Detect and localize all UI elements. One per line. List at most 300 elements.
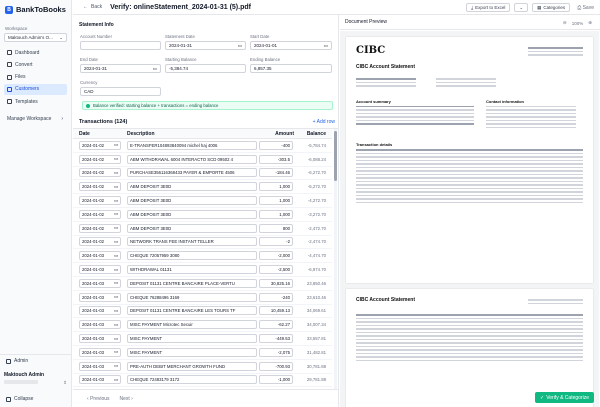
description-cell bbox=[123, 237, 259, 246]
arrow-left-icon: ← bbox=[83, 4, 88, 10]
document-preview[interactable] bbox=[340, 31, 599, 407]
sidebar-item-label: Convert bbox=[15, 61, 33, 68]
date-value: 2024-01-02 bbox=[82, 198, 104, 204]
amount-cell bbox=[259, 293, 294, 302]
description-value: WITHDRAWAL 01131 bbox=[130, 267, 172, 273]
date-value: 2024-01-03 bbox=[82, 377, 104, 383]
amount-cell bbox=[259, 320, 294, 329]
zoom-out-icon[interactable]: ⊖ bbox=[562, 20, 567, 25]
amount-cell bbox=[259, 168, 294, 177]
balance-cell: 30,781.88 bbox=[306, 363, 326, 369]
date-input[interactable] bbox=[79, 196, 121, 205]
amount-input[interactable] bbox=[259, 348, 293, 357]
sidebar-item-templates[interactable] bbox=[4, 96, 67, 107]
amount-cell bbox=[259, 362, 294, 371]
amount-value: -2,075 bbox=[277, 349, 290, 355]
amount-value: 1,000 bbox=[279, 184, 290, 190]
column-header-balance[interactable]: Balance bbox=[306, 130, 326, 137]
description-input[interactable] bbox=[127, 348, 257, 357]
date-input[interactable] bbox=[79, 293, 121, 302]
end-date-label: End Date bbox=[80, 57, 98, 62]
description-cell bbox=[123, 210, 259, 219]
manage-workspace[interactable] bbox=[7, 116, 63, 122]
balance-cell: 23,850.46 bbox=[306, 280, 326, 286]
panel-divider[interactable] bbox=[338, 15, 339, 407]
date-cell bbox=[73, 237, 123, 246]
description-input[interactable] bbox=[127, 237, 257, 246]
balance-cell: -5,272.70 bbox=[307, 184, 326, 190]
templates-icon bbox=[7, 99, 12, 104]
ending-balance-label: Ending Balance bbox=[250, 57, 281, 62]
check-icon: ✓ bbox=[539, 394, 545, 401]
amount-input[interactable] bbox=[259, 320, 293, 329]
transaction-lines bbox=[356, 149, 583, 203]
account-summary-heading: Account summary bbox=[356, 98, 391, 104]
table-row bbox=[73, 167, 332, 181]
statement-date-label: Statement Date bbox=[165, 34, 195, 39]
amount-input[interactable] bbox=[259, 237, 293, 246]
table-row bbox=[73, 180, 332, 194]
description-input[interactable] bbox=[127, 196, 257, 205]
date-cell bbox=[73, 196, 123, 205]
amount-value: 10,459.13 bbox=[270, 308, 290, 314]
date-cell bbox=[73, 182, 123, 191]
calendar-icon: ▭ bbox=[113, 266, 118, 272]
description-value: ABM DEPOSIT 3E0D bbox=[130, 184, 172, 190]
amount-value: -303.5 bbox=[277, 156, 290, 162]
date-input[interactable] bbox=[79, 210, 121, 219]
balance-cell: -6,974.70 bbox=[307, 267, 326, 273]
date-value: 2024-01-03 bbox=[82, 294, 104, 300]
description-input[interactable] bbox=[127, 306, 257, 315]
date-input[interactable] bbox=[79, 155, 121, 164]
amount-cell bbox=[259, 141, 294, 150]
amount-input[interactable] bbox=[259, 141, 293, 150]
sidebar-item-convert[interactable] bbox=[4, 59, 67, 70]
description-cell bbox=[123, 141, 259, 150]
page-content bbox=[346, 37, 593, 211]
statement-date-field bbox=[165, 34, 246, 50]
date-cell bbox=[73, 362, 123, 371]
calendar-icon: ▭ bbox=[237, 42, 242, 48]
date-value: 2024-01-03 bbox=[82, 349, 104, 355]
redacted-email bbox=[4, 380, 38, 384]
amount-value: -449.53 bbox=[275, 336, 290, 342]
end-date-field bbox=[80, 57, 161, 73]
divider bbox=[0, 354, 72, 355]
amount-input[interactable] bbox=[259, 182, 293, 191]
date-input[interactable] bbox=[79, 251, 121, 260]
logo-text: BankToBooks bbox=[16, 5, 66, 14]
amount-input[interactable] bbox=[259, 279, 293, 288]
description-input[interactable] bbox=[127, 362, 257, 371]
manage-workspace-label: Manage Workspace bbox=[7, 116, 52, 122]
save-button[interactable] bbox=[577, 5, 594, 11]
calendar-icon: ▭ bbox=[113, 335, 118, 341]
table-row bbox=[73, 139, 332, 153]
date-cell bbox=[73, 320, 123, 329]
description-cell bbox=[123, 265, 259, 274]
statement-date-value: 2024-01-31 bbox=[169, 43, 193, 48]
amount-value: 800 bbox=[282, 225, 290, 231]
verify-label: Verify & Categorize bbox=[546, 394, 589, 401]
workspace-value: Maktouch Admin's O... bbox=[8, 35, 53, 40]
amount-cell bbox=[259, 182, 294, 191]
table-row bbox=[73, 360, 332, 374]
description-value: DEPOSIT 01131 CENTRE BANCAIRE LES TOURS TF bbox=[130, 308, 236, 314]
description-input[interactable] bbox=[127, 141, 257, 150]
table-body bbox=[73, 139, 332, 387]
user-menu[interactable] bbox=[4, 372, 67, 386]
date-cell bbox=[73, 334, 123, 343]
document-tools bbox=[563, 20, 592, 26]
amount-input[interactable] bbox=[259, 251, 293, 260]
verified-text: Balance verified: starting balance + transactions = ending balance bbox=[93, 103, 219, 108]
column-header-amount[interactable]: Amount bbox=[275, 130, 294, 137]
logo-icon: B bbox=[5, 6, 13, 14]
chevron-down-icon: ⌄ bbox=[519, 4, 524, 10]
currency-field bbox=[80, 80, 161, 96]
balance-cell: -6,272.70 bbox=[307, 170, 326, 176]
export-options-button[interactable] bbox=[514, 3, 528, 12]
table-row bbox=[73, 208, 332, 222]
description-input[interactable] bbox=[127, 334, 257, 343]
calendar-icon: ▭ bbox=[113, 197, 118, 203]
date-input[interactable] bbox=[79, 182, 121, 191]
date-value: 2024-01-03 bbox=[82, 308, 104, 314]
amount-value: -2 bbox=[286, 239, 290, 245]
sidebar bbox=[0, 0, 72, 407]
balance-cell: 29,781.88 bbox=[306, 377, 326, 383]
amount-cell bbox=[259, 237, 294, 246]
calendar-icon: ▭ bbox=[113, 363, 118, 369]
description-input[interactable] bbox=[127, 155, 257, 164]
transaction-lines bbox=[356, 314, 583, 361]
description-cell bbox=[123, 251, 259, 260]
balance-cell: 31,482.81 bbox=[306, 349, 326, 355]
account-number-input[interactable] bbox=[80, 41, 161, 50]
date-cell bbox=[73, 224, 123, 233]
table-row bbox=[73, 222, 332, 236]
description-value: MISC PAYMENT Microtec Secuir bbox=[130, 322, 193, 328]
table-row bbox=[73, 194, 332, 208]
sidebar-item-admin[interactable] bbox=[6, 358, 28, 364]
description-input[interactable] bbox=[127, 210, 257, 219]
currency-input[interactable] bbox=[80, 87, 161, 96]
summary-block bbox=[356, 99, 583, 129]
categories-label: Categories bbox=[543, 5, 566, 10]
amount-cell bbox=[259, 251, 294, 260]
description-value: CHEQUE 72057959 3080 bbox=[130, 253, 180, 259]
admin-icon bbox=[6, 359, 11, 364]
next-button[interactable]: Next › bbox=[119, 395, 133, 402]
date-value: 2024-01-03 bbox=[82, 280, 104, 286]
bank-logo: CIBC bbox=[356, 45, 386, 56]
categories-button[interactable] bbox=[532, 3, 570, 12]
date-input[interactable] bbox=[79, 348, 121, 357]
save-icon: ⎙ bbox=[577, 4, 582, 11]
balance-cell: -6,088.24 bbox=[307, 156, 326, 162]
date-cell bbox=[73, 375, 123, 384]
amount-input[interactable] bbox=[259, 196, 293, 205]
table-row bbox=[73, 153, 332, 167]
next-label: Next bbox=[119, 395, 130, 402]
start-date-field bbox=[250, 34, 332, 50]
sidebar-item-label: Files bbox=[15, 74, 26, 81]
description-input[interactable] bbox=[127, 375, 257, 384]
description-value: MISC PAYMENT bbox=[130, 349, 163, 355]
page-heading: CIBC Account Statement bbox=[356, 297, 415, 303]
statement-date-input[interactable] bbox=[165, 41, 246, 50]
calendar-icon: ▭ bbox=[113, 211, 118, 217]
transaction-details-heading: Transaction details bbox=[356, 142, 393, 147]
document-preview-header bbox=[340, 15, 600, 30]
description-input[interactable] bbox=[127, 168, 257, 177]
amount-input[interactable] bbox=[259, 224, 293, 233]
date-value: 2024-01-02 bbox=[82, 142, 104, 148]
app-logo[interactable] bbox=[5, 5, 66, 14]
contact-info-heading: Contact information bbox=[486, 98, 524, 104]
add-row-button[interactable]: + Add row bbox=[312, 119, 335, 125]
amount-value: -240 bbox=[281, 294, 290, 300]
date-cell bbox=[73, 348, 123, 357]
balance-cell: -4,272.70 bbox=[307, 198, 326, 204]
amount-cell bbox=[259, 334, 294, 343]
workspace-label: Workspace bbox=[5, 26, 28, 31]
sidebar-item-files[interactable] bbox=[4, 72, 67, 83]
description-cell bbox=[123, 182, 259, 191]
dashboard-icon bbox=[7, 50, 12, 55]
back-button[interactable] bbox=[83, 4, 102, 10]
address-block bbox=[356, 76, 583, 87]
ending-balance-value: 6,857.35 bbox=[254, 66, 272, 71]
calendar-icon: ▭ bbox=[113, 294, 118, 300]
date-input[interactable] bbox=[79, 334, 121, 343]
user-org bbox=[4, 380, 67, 386]
description-cell bbox=[123, 279, 259, 288]
previous-button[interactable]: ‹ Previous bbox=[87, 395, 110, 402]
amount-input[interactable] bbox=[259, 375, 293, 384]
workspace-select[interactable] bbox=[4, 33, 67, 42]
amount-value: -700.93 bbox=[275, 363, 290, 369]
amount-input[interactable] bbox=[259, 362, 293, 371]
zoom-in-icon[interactable]: ⊕ bbox=[588, 20, 592, 25]
calendar-icon: ▭ bbox=[113, 280, 118, 286]
ending-balance-input[interactable] bbox=[250, 64, 332, 73]
description-value: E-TRANSFER104893840094 michel haj 4006 bbox=[130, 142, 218, 148]
date-value: 2024-01-03 bbox=[82, 322, 104, 328]
export-button[interactable] bbox=[466, 3, 510, 12]
description-cell bbox=[123, 362, 259, 371]
date-value: 2024-01-03 bbox=[82, 336, 104, 342]
date-value: 2024-01-02 bbox=[82, 156, 104, 162]
amount-value: -184.46 bbox=[275, 170, 290, 176]
amount-cell bbox=[259, 265, 294, 274]
previous-label: Previous bbox=[90, 395, 110, 402]
document-page-2 bbox=[346, 289, 593, 407]
amount-value: -2,000 bbox=[277, 253, 290, 259]
starting-balance-label: Starting Balance bbox=[165, 57, 197, 62]
description-input[interactable] bbox=[127, 251, 257, 260]
document-page-1 bbox=[346, 37, 593, 283]
description-cell bbox=[123, 224, 259, 233]
balance-cell: 34,069.61 bbox=[306, 308, 326, 314]
amount-value: -2,500 bbox=[277, 267, 290, 273]
calendar-icon: ▭ bbox=[113, 321, 118, 327]
calendar-icon: ▭ bbox=[113, 156, 118, 162]
calendar-icon: ▭ bbox=[113, 225, 118, 231]
column-header-date[interactable]: Date bbox=[79, 130, 90, 137]
sidebar-item-label: Dashboard bbox=[15, 49, 40, 56]
files-icon bbox=[7, 75, 12, 80]
date-input[interactable] bbox=[79, 279, 121, 288]
sidebar-item-label: Admin bbox=[14, 358, 29, 364]
balance-cell: -2,472.70 bbox=[307, 225, 326, 231]
document-preview-title: Document Preview bbox=[345, 19, 387, 25]
back-label: Back bbox=[91, 4, 103, 10]
description-value: ABM DEPOSIT 3E0D bbox=[130, 198, 172, 204]
description-cell bbox=[123, 306, 259, 315]
description-value: ABM DEPOSIT 3E0D bbox=[130, 211, 172, 217]
amount-input[interactable] bbox=[259, 155, 293, 164]
description-input[interactable] bbox=[127, 182, 257, 191]
date-input[interactable] bbox=[79, 265, 121, 274]
calendar-icon: ▭ bbox=[113, 376, 118, 382]
account-number-label: Account Number bbox=[80, 34, 113, 39]
date-input[interactable] bbox=[79, 168, 121, 177]
date-input[interactable] bbox=[79, 141, 121, 150]
date-value: 2024-01-03 bbox=[82, 363, 104, 369]
sidebar-item-dashboard[interactable] bbox=[4, 47, 67, 58]
amount-input[interactable] bbox=[259, 334, 293, 343]
check-circle-icon bbox=[86, 104, 90, 108]
date-input[interactable] bbox=[79, 306, 121, 315]
amount-input[interactable] bbox=[259, 293, 293, 302]
currency-label: Currency bbox=[80, 80, 98, 85]
date-cell bbox=[73, 155, 123, 164]
calendar-icon: ▭ bbox=[113, 307, 118, 313]
amount-cell bbox=[259, 155, 294, 164]
description-input[interactable] bbox=[127, 279, 257, 288]
description-cell bbox=[123, 196, 259, 205]
download-icon: ⤓ bbox=[471, 5, 474, 10]
table-row bbox=[73, 374, 332, 388]
date-cell bbox=[73, 168, 123, 177]
description-cell bbox=[123, 348, 259, 357]
sidebar-item-label: Templates bbox=[15, 98, 38, 105]
starting-balance-input[interactable] bbox=[165, 64, 246, 73]
page-heading: CIBC Account Statement bbox=[356, 64, 415, 70]
date-value: 2024-01-02 bbox=[82, 184, 104, 190]
calendar-icon: ▭ bbox=[113, 252, 118, 258]
amount-input[interactable] bbox=[259, 168, 293, 177]
description-input[interactable] bbox=[127, 265, 257, 274]
description-cell bbox=[123, 320, 259, 329]
balance-cell: 33,557.81 bbox=[306, 336, 326, 342]
sidebar-item-label: Customers bbox=[15, 86, 40, 93]
description-cell bbox=[123, 168, 259, 177]
description-value: CHEQUE 72483179 3172 bbox=[130, 377, 180, 383]
calendar-icon: ▭ bbox=[323, 42, 328, 48]
zoom-level: 100% bbox=[571, 20, 584, 26]
description-value: MISC PAYMENT bbox=[130, 336, 163, 342]
column-header-description[interactable]: Description bbox=[127, 130, 155, 137]
description-value: PURCHASE356116368433 PAYER & EMPORTE 4506 bbox=[130, 170, 235, 176]
date-cell bbox=[73, 265, 123, 274]
table-row bbox=[73, 236, 332, 250]
description-value: NETWORK TRANS FEE INSTANT TELLER bbox=[130, 239, 214, 245]
verify-categorize-button[interactable] bbox=[535, 392, 594, 403]
account-number-field bbox=[80, 34, 161, 50]
amount-input[interactable] bbox=[259, 210, 293, 219]
transactions-title: Transactions (124) bbox=[79, 119, 128, 125]
amount-input[interactable] bbox=[259, 306, 293, 315]
date-cell bbox=[73, 293, 123, 302]
page-title: Verify: onlineStatement_2024-01-31 (5).pdf bbox=[110, 3, 251, 11]
date-value: 2024-01-02 bbox=[82, 225, 104, 231]
date-input[interactable] bbox=[79, 362, 121, 371]
start-date-label: Start Date bbox=[250, 34, 270, 39]
end-date-input[interactable] bbox=[80, 64, 161, 73]
start-date-input[interactable] bbox=[250, 41, 332, 50]
table-scrollbar[interactable] bbox=[334, 129, 337, 389]
convert-icon bbox=[7, 62, 12, 67]
amount-value: 30,825.16 bbox=[270, 280, 290, 286]
calendar-icon: ▭ bbox=[113, 238, 118, 244]
date-input[interactable] bbox=[79, 224, 121, 233]
date-value: 2024-01-02 bbox=[82, 239, 104, 245]
table-row bbox=[73, 318, 332, 332]
table-row bbox=[73, 263, 332, 277]
amount-value: -1,000 bbox=[277, 377, 290, 383]
description-cell bbox=[123, 334, 259, 343]
user-name: Maktouch Admin bbox=[4, 372, 45, 378]
description-value: PRE-AUTH DEBIT MERCHANT GROWTH FUND bbox=[130, 363, 226, 369]
description-cell bbox=[123, 293, 259, 302]
scrollbar-thumb[interactable] bbox=[334, 131, 337, 181]
tag-icon: ▦ bbox=[537, 4, 542, 10]
amount-input[interactable] bbox=[259, 265, 293, 274]
description-input[interactable] bbox=[127, 293, 257, 302]
description-input[interactable] bbox=[127, 224, 257, 233]
amount-cell bbox=[259, 348, 294, 357]
balance-cell: -5,784.74 bbox=[307, 142, 326, 148]
description-input[interactable] bbox=[127, 320, 257, 329]
table-row bbox=[73, 332, 332, 346]
date-input[interactable] bbox=[79, 375, 121, 384]
amount-cell bbox=[259, 210, 294, 219]
chevron-down-icon: ⌄ bbox=[59, 34, 63, 40]
transactions-table bbox=[73, 129, 332, 387]
date-input[interactable] bbox=[79, 237, 121, 246]
statement-info bbox=[79, 22, 335, 28]
table-row bbox=[73, 277, 332, 291]
date-cell bbox=[73, 210, 123, 219]
collapse-icon bbox=[6, 397, 11, 402]
collapse-button[interactable] bbox=[6, 396, 33, 402]
date-value: 2024-01-03 bbox=[82, 253, 104, 259]
table-row bbox=[73, 291, 332, 305]
sidebar-item-customers[interactable] bbox=[4, 84, 67, 95]
date-value: 2024-01-03 bbox=[82, 267, 104, 273]
amount-cell bbox=[259, 224, 294, 233]
amount-cell bbox=[259, 196, 294, 205]
amount-value: 1,000 bbox=[279, 211, 290, 217]
calendar-icon: ▭ bbox=[113, 142, 118, 148]
date-input[interactable] bbox=[79, 320, 121, 329]
balance-cell: -3,272.70 bbox=[307, 211, 326, 217]
calendar-icon: ▭ bbox=[113, 349, 118, 355]
